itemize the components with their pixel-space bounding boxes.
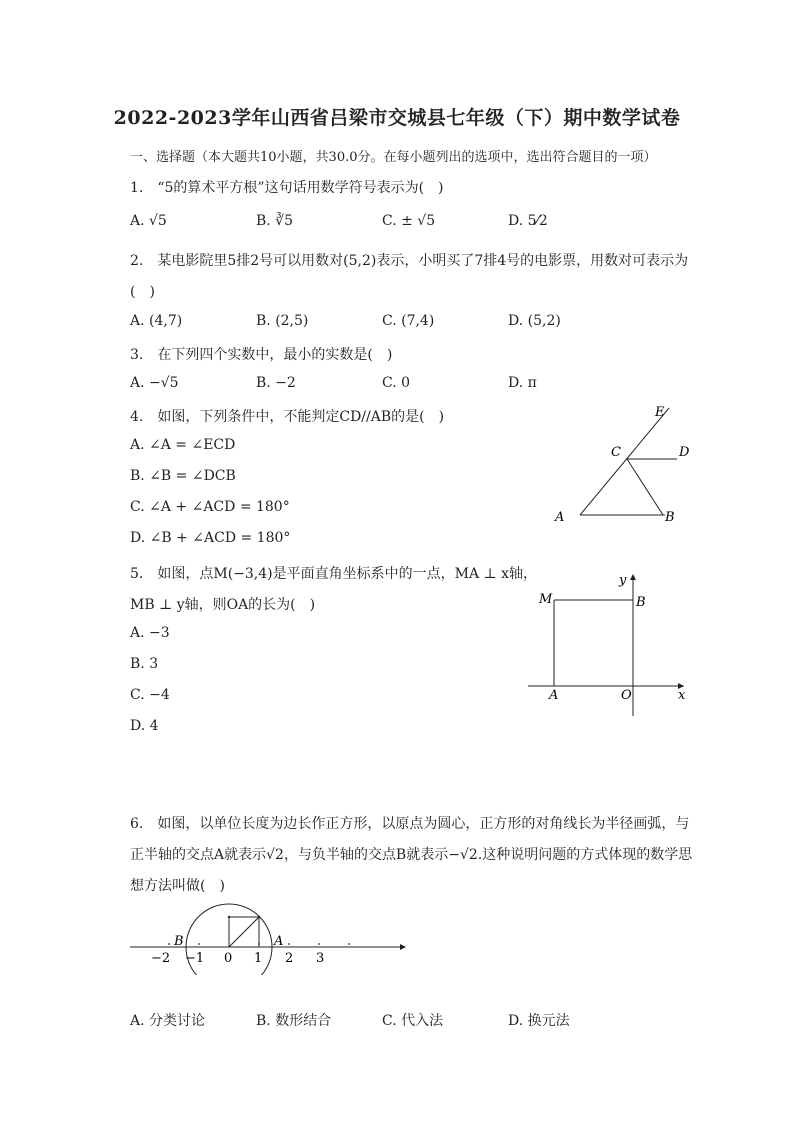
q5-option-b[interactable]: B. 3	[130, 656, 159, 672]
q2-option-d[interactable]: D. (5,2)	[508, 313, 561, 329]
label-b: B	[665, 510, 675, 525]
q3-option-d[interactable]: D. π	[508, 375, 537, 391]
question-5-stem-cont: MB ⊥ y轴，则OA的长为( )	[130, 597, 316, 613]
tick-neg1: −1	[185, 951, 205, 966]
q2-option-c[interactable]: C. (7,4)	[382, 313, 435, 329]
label-a: A	[555, 510, 565, 525]
page-title: 2022-2023学年山西省吕梁市交城县七年级（下）期中数学试卷	[113, 107, 681, 129]
q5-option-a[interactable]: A. −3	[130, 625, 170, 641]
question-1-stem: 1. “5的算术平方根”这句话用数学符号表示为( )	[130, 180, 444, 196]
label-c: C	[611, 445, 621, 460]
label-a: A	[274, 934, 284, 949]
q6-figure	[125, 900, 410, 975]
q1-option-a[interactable]: A. √5	[130, 213, 167, 229]
label-b: B	[174, 934, 184, 949]
tick-0: 0	[224, 951, 233, 966]
q4-option-c[interactable]: C. ∠A + ∠ACD = 180°	[130, 499, 290, 515]
question-2-stem: 2. 某电影院里5排2号可以用数对(5,2)表示，小明买了7排4号的电影票，用数对可表示为	[130, 253, 689, 269]
question-2-stem-cont: ( )	[130, 284, 155, 300]
q5-option-c[interactable]: C. −4	[130, 687, 170, 703]
question-5-stem: 5. 如图，点M(−3,4)是平面直角坐标系中的一点，MA ⊥ x轴，	[130, 566, 538, 582]
q2-option-a[interactable]: A. (4,7)	[130, 313, 183, 329]
q6-option-a[interactable]: A. 分类讨论	[130, 1013, 206, 1029]
label-d: D	[679, 445, 690, 460]
q1-option-b[interactable]: B. ∛5	[256, 213, 294, 229]
q1-option-c[interactable]: C. ± √5	[382, 213, 436, 229]
question-6-stem: 6. 如图，以单位长度为边长作正方形，以原点为圆心，正方形的对角线长为半径画弧，与	[130, 816, 690, 832]
q4-option-d[interactable]: D. ∠B + ∠ACD = 180°	[130, 530, 291, 546]
label-b: B	[636, 595, 646, 610]
tick-neg2: −2	[151, 951, 171, 966]
q6-option-c[interactable]: C. 代入法	[382, 1013, 444, 1029]
q4-option-a[interactable]: A. ∠A = ∠ECD	[130, 437, 236, 453]
question-4-stem: 4. 如图，下列条件中，不能判定CD//AB的是( )	[130, 409, 445, 425]
q1-option-d[interactable]: D. 5⁄2	[508, 213, 548, 229]
q5-figure	[520, 568, 695, 718]
label-m: M	[539, 592, 553, 607]
q3-option-a[interactable]: A. −√5	[130, 375, 179, 391]
label-a: A	[549, 688, 559, 703]
label-x: x	[678, 688, 686, 703]
tick-1: 1	[254, 951, 263, 966]
tick-3: 3	[316, 951, 325, 966]
question-6-stem-cont: 正半轴的交点A就表示√2，与负半轴的交点B就表示−√2.这种说明问题的方式体现的数学思	[130, 847, 693, 863]
q5-option-d[interactable]: D. 4	[130, 718, 159, 734]
label-o: O	[621, 688, 632, 703]
label-e: E	[655, 405, 665, 420]
question-6-stem-cont2: 想方法叫做( )	[130, 878, 225, 894]
q3-option-c[interactable]: C. 0	[382, 375, 411, 391]
q3-option-b[interactable]: B. −2	[256, 375, 296, 391]
section-heading: 一、选择题（本大题共10小题，共30.0分。在每小题列出的选项中，选出符合题目的一项）	[130, 150, 657, 165]
tick-2: 2	[285, 951, 294, 966]
question-3-stem: 3. 在下列四个实数中，最小的实数是( )	[130, 347, 393, 363]
q6-option-b[interactable]: B. 数形结合	[256, 1013, 332, 1029]
q4-option-b[interactable]: B. ∠B = ∠DCB	[130, 468, 236, 484]
q4-figure	[545, 400, 705, 530]
q6-option-d[interactable]: D. 换元法	[508, 1013, 570, 1029]
label-y: y	[619, 573, 627, 588]
q2-option-b[interactable]: B. (2,5)	[256, 313, 309, 329]
